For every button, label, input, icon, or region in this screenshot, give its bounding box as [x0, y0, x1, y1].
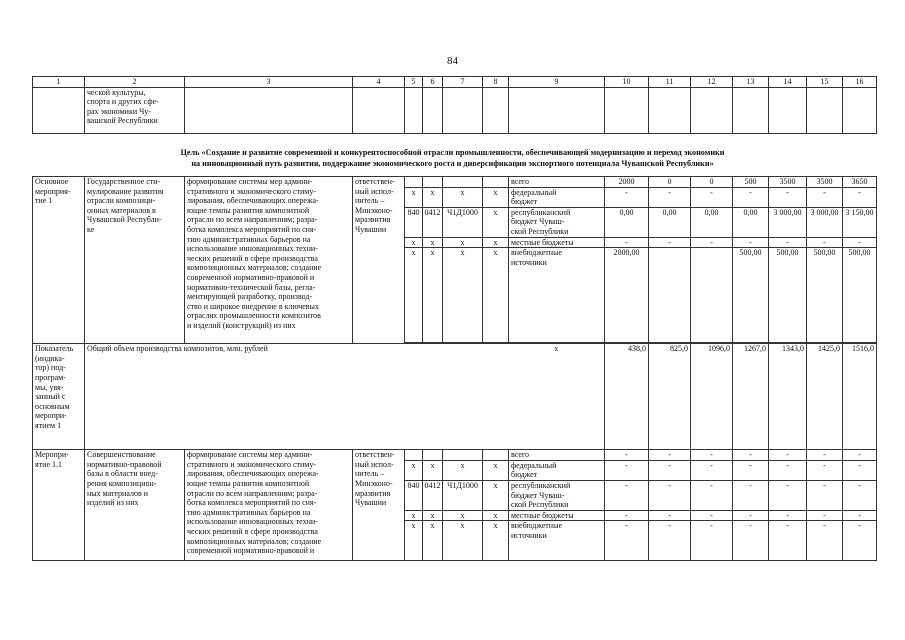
column-header: 5	[405, 77, 423, 88]
column-header-row	[33, 77, 877, 88]
value-cell: -	[807, 521, 843, 561]
code-cell: x	[405, 237, 423, 248]
code-cell: x	[483, 460, 509, 480]
column-header: 12	[691, 77, 733, 88]
main-body	[33, 177, 877, 561]
main-event-row-1	[33, 177, 877, 188]
code-cell: x	[483, 480, 509, 510]
value-cell: -	[733, 237, 769, 248]
column-header: 8	[483, 77, 509, 88]
indicator-value: 1096,0	[691, 344, 733, 450]
value-cell: -	[649, 460, 691, 480]
main-event-id: Основное мероприя- тие 1	[33, 177, 85, 344]
column-header: 1	[33, 77, 85, 88]
value-cell: -	[733, 510, 769, 521]
indicator-value: 825,0	[649, 344, 691, 450]
value-cell: -	[807, 460, 843, 480]
event-1-1-row-1	[33, 450, 877, 461]
value-cell: -	[649, 450, 691, 461]
value-cell: -	[843, 521, 877, 561]
value-cell: -	[691, 237, 733, 248]
code-cell	[443, 177, 483, 188]
funding-source: республиканский бюджет Чуваш- ской Республики	[509, 480, 605, 510]
indicator-value: 1516,0	[843, 344, 877, 450]
table-top	[32, 76, 877, 134]
code-cell: x	[443, 248, 483, 343]
column-header: 15	[807, 77, 843, 88]
event-1-1-executor: ответствен- ный испол- нитель – Минэконо- мразвития Чувашии	[353, 450, 405, 561]
code-cell	[405, 450, 423, 461]
funding-source: республиканский бюджет Чуваш- ской Республики	[509, 207, 605, 237]
value-cell: -	[649, 187, 691, 207]
value-cell: -	[843, 237, 877, 248]
indicator-text: Общий объем производства композитов, млн. рублей	[85, 344, 509, 450]
code-cell: x	[443, 460, 483, 480]
value-cell: -	[769, 187, 807, 207]
table-main	[32, 176, 877, 561]
code-cell: Ч1Д1000	[443, 480, 483, 510]
value-cell: -	[807, 480, 843, 510]
value-cell: 3500	[769, 177, 807, 188]
column-header: 16	[843, 77, 877, 88]
value-cell: -	[807, 187, 843, 207]
code-cell: x	[423, 521, 443, 561]
value-cell: 500,00	[843, 248, 877, 343]
value-cell: 0	[691, 177, 733, 188]
code-cell: x	[405, 187, 423, 207]
code-cell: x	[423, 510, 443, 521]
value-cell: -	[769, 237, 807, 248]
value-cell: 500	[733, 177, 769, 188]
code-cell: 840	[405, 480, 423, 510]
value-cell: -	[649, 237, 691, 248]
value-cell: -	[733, 480, 769, 510]
value-cell: -	[733, 521, 769, 561]
column-header: 11	[649, 77, 691, 88]
column-header: 4	[353, 77, 405, 88]
column-header: 7	[443, 77, 483, 88]
code-cell: x	[423, 248, 443, 343]
value-cell: 3650	[843, 177, 877, 188]
column-header: 10	[605, 77, 649, 88]
column-header: 13	[733, 77, 769, 88]
value-cell: 3 000,00	[769, 207, 807, 237]
indicator-value: 1425,0	[807, 344, 843, 450]
value-cell: -	[649, 510, 691, 521]
value-cell: 3 000,00	[807, 207, 843, 237]
code-cell: x	[443, 510, 483, 521]
main-event-description: формирование системы мер админи- стративного и экономического стиму- лирования, обеспечивающих опережа- ющие темпы развития композитной отрасли по всем направлениям; разра- ботка комплекса мероприятий по сня- тию административных барьеров на использование инновационных техни- ческих решений в сфере производства композиционных материалов; создание современной нормативно-правовой и нормативно-технической базы, регла- ментирующей разработку, производ- ство и широкое внедрение в ключевых отраслях промышленности композитов и изделий (конструкций) из них	[185, 177, 353, 344]
value-cell: -	[649, 521, 691, 561]
column-header: 9	[509, 77, 605, 88]
value-cell: -	[691, 521, 733, 561]
code-cell: x	[423, 460, 443, 480]
value-cell: -	[769, 510, 807, 521]
goal-heading	[60, 147, 845, 169]
code-cell: x	[423, 237, 443, 248]
code-cell	[423, 450, 443, 461]
value-cell: -	[605, 521, 649, 561]
code-cell: 0412	[423, 480, 443, 510]
event-1-1-description: формирование системы мер админи- стративного и экономического стиму- лирования, обеспечивающих опережа- ющие темпы развития композитной отрасли по всем направлениям; разра- ботка комплекса мероприятий по сня- тию административных барьеров на использование инновационных техни- ческих решений в сфере производства композиционных материалов; создание современной нормативно-правовой и	[185, 450, 353, 561]
value-cell: 0	[649, 177, 691, 188]
value-cell: -	[733, 450, 769, 461]
value-cell: -	[769, 450, 807, 461]
event-1-1-id: Меропри- ятие 1.1	[33, 450, 85, 561]
value-cell: 500,00	[807, 248, 843, 343]
code-cell	[423, 177, 443, 188]
value-cell: -	[769, 480, 807, 510]
value-cell: -	[649, 480, 691, 510]
code-cell: x	[405, 460, 423, 480]
value-cell: -	[843, 450, 877, 461]
indicator-value: 1267,0	[733, 344, 769, 450]
indicator-value: 1343,0	[769, 344, 807, 450]
continuation-cell: ческой культуры, спорта и других сфе- рах экономики Чу- вашской Республики	[85, 87, 185, 133]
indicator-value: 438,0	[605, 344, 649, 450]
indicator-row	[33, 344, 877, 450]
code-cell: x	[443, 187, 483, 207]
value-cell: -	[807, 510, 843, 521]
value-cell: -	[733, 187, 769, 207]
goal-line-2: на инновационный путь развития, поддержание экономического роста и диверсификации экспортного потенциала Чувашской Республики»	[191, 159, 714, 168]
code-cell: x	[483, 237, 509, 248]
value-cell: -	[605, 237, 649, 248]
column-header: 6	[423, 77, 443, 88]
value-cell: -	[807, 450, 843, 461]
funding-source: всего	[509, 450, 605, 461]
funding-source: федеральный бюджет	[509, 187, 605, 207]
value-cell	[649, 248, 691, 343]
value-cell: -	[605, 187, 649, 207]
code-cell: 0412	[423, 207, 443, 237]
column-header: 14	[769, 77, 807, 88]
code-cell	[483, 450, 509, 461]
value-cell: -	[769, 521, 807, 561]
value-cell: 0,00	[733, 207, 769, 237]
main-event-title: Государственное сти- мулирование развития отрасли композици- онных материалов в Чувашской Республи- ке	[85, 177, 185, 344]
code-cell: x	[423, 187, 443, 207]
value-cell: 500,00	[733, 248, 769, 343]
indicator-label: Показатель (индика- тор) под- програм- мы, увя- занный с основным меропри- ятием 1	[33, 344, 85, 450]
value-cell: -	[691, 187, 733, 207]
code-cell: x	[483, 207, 509, 237]
value-cell: -	[691, 480, 733, 510]
code-cell: x	[483, 187, 509, 207]
event-1-1-title: Совершенствование нормативно-правовой базы в области внед- рения композицион- ных материалов и изделий из них	[85, 450, 185, 561]
value-cell: 0,00	[605, 207, 649, 237]
value-cell: -	[733, 460, 769, 480]
value-cell: 0,00	[691, 207, 733, 237]
code-cell: x	[443, 521, 483, 561]
funding-source: внебюджетные источники	[509, 521, 605, 561]
value-cell: 2000	[605, 177, 649, 188]
code-cell: x	[443, 237, 483, 248]
value-cell: 500,00	[769, 248, 807, 343]
value-cell: -	[691, 460, 733, 480]
value-cell: 0,00	[649, 207, 691, 237]
value-cell: -	[605, 480, 649, 510]
value-cell: -	[605, 450, 649, 461]
funding-source: внебюджетные источники	[509, 248, 605, 343]
value-cell: -	[605, 460, 649, 480]
code-cell	[405, 177, 423, 188]
funding-source: всего	[509, 177, 605, 188]
code-cell: 840	[405, 207, 423, 237]
value-cell: -	[605, 510, 649, 521]
column-header: 3	[185, 77, 353, 88]
value-cell: -	[769, 460, 807, 480]
code-cell: x	[405, 510, 423, 521]
value-cell: 3 150,00	[843, 207, 877, 237]
continuation-row	[33, 87, 877, 133]
code-cell: x	[405, 521, 423, 561]
column-header: 2	[85, 77, 185, 88]
value-cell: -	[807, 237, 843, 248]
code-cell: x	[483, 521, 509, 561]
code-cell: Ч1Д1000	[443, 207, 483, 237]
goal-line-1: Цель «Создание и развитие современной и конкурентоспособной отрасли промышленности, обеспечивающей модернизацию и переход экономики	[180, 148, 725, 157]
value-cell: -	[691, 510, 733, 521]
code-cell: x	[405, 248, 423, 343]
funding-source: федеральный бюджет	[509, 460, 605, 480]
value-cell: -	[691, 450, 733, 461]
indicator-x: x	[509, 344, 605, 450]
value-cell	[691, 248, 733, 343]
value-cell: 3500	[807, 177, 843, 188]
main-event-executor: ответствен- ный испол- нитель – Минэконо- мразвития Чувашии	[353, 177, 405, 344]
code-cell	[483, 177, 509, 188]
code-cell: x	[483, 248, 509, 343]
value-cell: 2000,00	[605, 248, 649, 343]
code-cell: x	[483, 510, 509, 521]
value-cell: -	[843, 460, 877, 480]
funding-source: местные бюджеты	[509, 510, 605, 521]
value-cell: -	[843, 187, 877, 207]
value-cell: -	[843, 480, 877, 510]
funding-source: местные бюджеты	[509, 237, 605, 248]
value-cell: -	[843, 510, 877, 521]
code-cell	[443, 450, 483, 461]
page-number: 84	[447, 55, 458, 67]
